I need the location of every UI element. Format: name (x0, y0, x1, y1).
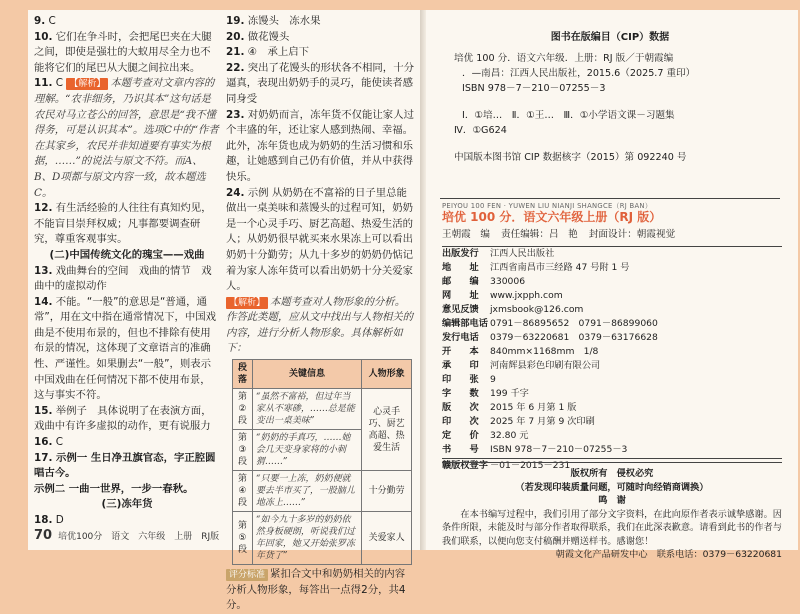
answer-22: 22. 突出了花馒头的形状各不相同，十分逼真，表现出奶奶手的灵巧，能使读者感同身受 (226, 61, 414, 105)
pub-row (442, 345, 782, 359)
cip-line: 中国版本图书馆 CIP 数据核字（2015）第 092240 号 (454, 152, 687, 163)
pub-value: jxmsbook@126.com (490, 304, 584, 315)
section-heading-opera: (二)中国传统文化的瑰宝——戏曲 (49, 248, 205, 261)
analysis-tag: 【解析】 (66, 78, 108, 90)
pub-key: 版 次 (442, 402, 479, 413)
answer-10: 10. 它们在争斗时，会把尾巴夹在大腿之间，即使是强壮的大蚁用尽全力也不能将它们的尾巴从大腿之间拉出来。 (34, 30, 212, 74)
answer-11: 11. C 【解析】 本题考查对文章内容的理解。“农非细务，乃识其本”这句话是农民对马立苍公的回答，意思是“我不懂得务，可是认识其本”。选项C中的“作者在其家乡，农民并非知道要有事实为根据，……”的说法与原文不符。而A、B、D项都与原文内容一致，故本题选C。 (34, 77, 219, 199)
pub-key: 邮 编 (442, 276, 479, 287)
pub-value: ISBN 978－7－210－07255－3 (490, 444, 628, 455)
pub-value: www.jxpph.com (490, 290, 563, 301)
pub-value: 0379－63220681 0379－63176628 (490, 332, 658, 343)
table-header: 关键信息 (252, 360, 361, 389)
pub-row (442, 401, 782, 415)
answer-24: 24. 示例 从奶奶在不富裕的日子里总能做出一桌美味和蒸馒头的过程可知，奶奶是一个心灵手巧、厨艺高超、热爱生活的人；从奶奶很早就买来水果冻上可以看出奶奶十分勤劳；从九十多岁的奶奶仍惦记着为家人冻年货可以看出奶奶十分关爱家人。 (226, 186, 414, 293)
pub-key: 地 址 (442, 262, 479, 273)
book-title: 培优 100 分．语文六年级上册（RJ 版） (442, 210, 662, 224)
pub-row (442, 261, 782, 275)
table-row (233, 512, 412, 565)
pub-key: 承 印 (442, 360, 479, 371)
pub-value: 江西人民出版社 (490, 248, 555, 259)
answer-column-b (226, 14, 414, 614)
pub-value: 9 (490, 374, 496, 385)
thanks-heading: 鸣 谢 (598, 495, 626, 506)
pub-key: 印 张 (442, 374, 479, 385)
cip-line: ．—南昌：江西人民出版社，2015.6（2025.7 重印） (462, 68, 696, 79)
pub-key: 书 号 (442, 444, 479, 455)
responsible-editor: 责任编辑：吕 艳 (501, 229, 578, 240)
rights-block (442, 462, 782, 562)
divider (440, 198, 780, 199)
pub-key: 出版发行 (442, 248, 479, 259)
pub-key: 字 数 (442, 388, 479, 399)
cip-line: Ⅳ．①G624 (454, 125, 507, 136)
table-header-row (233, 360, 412, 389)
answer-18: 18. D (34, 514, 64, 526)
quality-note: （若发现印装质量问题，可随时向经销商调换） (515, 481, 709, 493)
scoring-tag: 评分标准 (226, 569, 268, 581)
pub-value: 199 千字 (490, 388, 529, 399)
answer-20: 20. 做花馒头 (226, 30, 290, 43)
table-cell: 心灵手巧、厨艺高超、热爱生活 (362, 389, 412, 471)
table-cell: “虽然不富裕，但过年当家从不寒碜，……总是能变出一桌美味” (252, 389, 361, 430)
table-cell: 十分勤劳 (362, 471, 412, 512)
pub-value: －01－2015－231 (490, 460, 571, 471)
table-cell: 关爱家人 (362, 512, 412, 565)
cip-title: 图书在版编目（CIP）数据 (550, 32, 670, 43)
cover-designer: 封面设计：朝霞视觉 (588, 229, 676, 240)
table-cell: 第③段 (233, 430, 253, 471)
answer-24-analysis: 【解析】 本题考查对人物形象的分析。作答此类题，应从文中找出与人物相关的内容，进行分析人物形象。具体解析如下： (226, 295, 414, 355)
pub-key: 编辑部电话 (442, 318, 488, 329)
answer-21: 21. ④ 承上启下 (226, 46, 310, 59)
pub-value: 2015 年 6 月第 1 版 (490, 402, 577, 413)
answer-15: 15. 举例子 具体说明了在表演方面，戏曲中有许多虚拟的动作，更有说服力 (34, 404, 212, 433)
pub-row (442, 289, 782, 303)
page-number: 70 (34, 528, 53, 543)
pinyin-title: PEIYOU 100 FEN · YUWEN LIU NIANJI SHANGCE（RJ BAN） (442, 202, 652, 210)
answer-17-example-2: 示例二 一曲一世界，一步一春秋。 (34, 482, 194, 495)
answer-column-a (34, 14, 220, 529)
editor: 王朝霞 编 (442, 229, 490, 240)
table-cell: “如今九十多岁的奶奶依然身板硬朗，听说我们过年回家，她又开始张罗冻年货了” (252, 512, 361, 565)
table-cell: 第⑤段 (233, 512, 253, 565)
pub-row (442, 429, 782, 443)
analysis-table (232, 359, 412, 565)
pub-key: 意见反馈 (442, 304, 479, 315)
scoring-note: 评分标准 紧扣合文中和奶奶相关的内容分析人物形象，每答出一点得2分，共4分。 (226, 568, 406, 612)
pub-row (442, 415, 782, 429)
pub-row (442, 443, 782, 457)
editors-line (442, 228, 782, 247)
cip-line: 培优 100 分．语文六年级．上册：RJ 版／于朝霞编 (454, 53, 674, 64)
table-row (233, 389, 412, 430)
pub-value: 江西省南昌市三经路 47 号附 1 号 (490, 262, 630, 273)
page-footer (34, 528, 219, 543)
table-cell: 第②段 (233, 389, 253, 430)
pub-row (442, 247, 782, 261)
pub-key: 印 次 (442, 416, 479, 427)
answer-23: 23. 对奶奶而言，冻年货不仅能让家人过个丰盛的年，还让家人感到热闹、幸福。此外，冻年货也成为奶奶的生活习惯和乐趣，让她感到自己仍有价值，并从中获得快乐。 (226, 108, 414, 183)
pub-key: 赣版权登字 (442, 460, 488, 471)
section-heading-new-year: (三)冻年货 (101, 498, 153, 511)
pub-row (442, 373, 782, 387)
answer-19: 19. 冻馒头 冻水果 (226, 15, 321, 27)
table-row (233, 471, 412, 512)
cip-block (440, 30, 780, 165)
pub-value: 河南辉县彩色印刷有限公司 (490, 360, 601, 371)
pub-value: 330006 (490, 276, 526, 287)
answer-12: 12. 有生活经验的人往往有真知灼见，不能盲目崇拜权威；凡事都要调查研究，尊重客观事实。 (34, 202, 212, 246)
analysis-tag: 【解析】 (226, 297, 268, 309)
answer-16: 16. C (34, 436, 63, 449)
rights-reserved: 版权所有 侵权必究 (570, 468, 654, 479)
pub-row (442, 387, 782, 401)
pub-key: 网 址 (442, 290, 479, 301)
cip-line: Ⅰ．①培… Ⅱ．①王… Ⅲ．①小学语文课－习题集 (462, 110, 675, 121)
analysis-text: 本题考查对文章内容的理解。“农非细务，乃识其本”这句话是农民对马立苍公的回答，意思是“我不懂得务，可是认识其本”。选项C中的“作者在其家乡，农民并非知道要有事实为根据，……”的说法与原文不符。而A、B、D项都与原文内容一致，故本题选C。 (34, 77, 219, 199)
answer-17: 17. 示例一 生日净丑旗官态，字正腔圆唱古今。 (34, 451, 216, 480)
pub-key: 发行电话 (442, 332, 479, 343)
table-header: 段落 (233, 360, 253, 389)
table-cell: 第④段 (233, 471, 253, 512)
pub-row (442, 359, 782, 373)
table-cell: “只要一上冻，奶奶便就要去半市买了，一股脑儿地冻上……” (252, 471, 361, 512)
pub-row (442, 317, 782, 331)
pub-row (442, 331, 782, 345)
pub-value: 2025 年 7 月第 9 次印刷 (490, 416, 595, 427)
pub-row (442, 303, 782, 317)
table-cell: “奶奶的手真巧，……她会几天变身家将的小刺猬……” (252, 430, 361, 471)
pub-value: 840mm×1168mm 1/8 (490, 346, 599, 357)
answer-14: 14. 不能。“一般”的意思是“普通，通常”，用在文中指在通常情况下，中国戏曲是不使用布景的，但也不排除有使用布景的情况，这体现了文章语言的准确性、严谨性。如果删去“一般”，则表示中国戏曲在任何情况下都不使用布景，这与事实不符。 (34, 295, 217, 402)
answer-9: 9. C (34, 15, 56, 27)
pub-key: 定 价 (442, 430, 479, 441)
answer-13: 13. 戏曲舞台的空间 戏曲的情节 戏曲中的虚拟动作 (34, 264, 212, 293)
publication-info (442, 247, 782, 473)
pub-row (442, 275, 782, 289)
pub-key: 开 本 (442, 346, 479, 357)
pub-value: 32.80 元 (490, 430, 529, 441)
thanks-text: 在本书编写过程中，我们引用了部分文字资料，在此向原作者表示诚挚感谢。因条件所限，未能及时与部分作者取得联系，我们在此深表歉意。请看到此书的作者与我们联系，以便向您支付稿酬并赠送样书。感谢您！ (442, 508, 782, 547)
footer-text: 培优100分 语文 六年级 上册 RJ版 (58, 532, 220, 542)
contact-line: 朝霞文化产品研发中心 联系电话：0379－63220681 (555, 549, 782, 560)
pub-value: 0791－86895652 0791－86899060 (490, 318, 658, 329)
table-header: 人物形象 (362, 360, 412, 389)
cip-line: ISBN 978－7－210－07255－3 (462, 83, 606, 94)
